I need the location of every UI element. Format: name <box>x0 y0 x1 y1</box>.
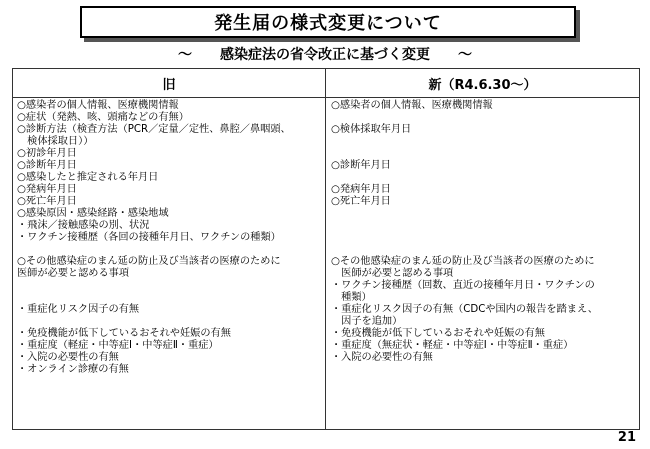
new-item-line <box>331 112 635 124</box>
subtitle-text: 感染症法の省令改正に基づく変更 <box>220 47 430 63</box>
new-item-line: ・重症度（無症状・軽症・中等症Ⅰ・中等症Ⅱ・重症） <box>331 340 574 351</box>
new-item-line <box>331 244 635 256</box>
new-item-line: ○診断年月日 <box>331 160 391 171</box>
old-item-line <box>17 316 321 328</box>
new-item-line: ○感染者の個人情報、医療機関情報 <box>331 100 493 111</box>
old-item-line: ○診断年月日 <box>17 160 77 171</box>
new-item-line <box>331 232 635 244</box>
old-item-line <box>17 280 321 292</box>
new-item-line: ○検体採取年月日 <box>331 124 412 135</box>
old-item-line <box>17 292 321 304</box>
old-item-line: ○診断方法（検査方法（PCR／定量／定性、鼻腔／鼻咽頭、 <box>17 124 291 135</box>
old-item-line: ○死亡年月日 <box>17 196 77 207</box>
new-item-line: ○その他感染症のまん延の防止及び当該者の医療のために <box>331 256 595 267</box>
old-item-line: ○症状（発熱、咳、頭痛などの有無） <box>17 112 189 123</box>
old-column-header: 旧 <box>13 69 326 98</box>
new-item-line <box>331 220 635 232</box>
new-item-line <box>331 148 635 160</box>
new-item-line <box>331 136 635 148</box>
new-item-line: ・重症化リスク因子の有無（CDCや国内の報告を踏まえ、 <box>331 304 598 315</box>
old-item-line: ○初診年月日 <box>17 148 77 159</box>
comparison-table <box>12 68 640 430</box>
new-items-cell <box>331 100 635 376</box>
old-item-line: ・重症度（軽症・中等症Ⅰ・中等症Ⅱ・重症） <box>17 340 219 351</box>
subtitle-left-mark: ～ <box>178 47 192 63</box>
column-divider <box>325 97 326 429</box>
old-item-line <box>17 244 321 256</box>
new-item-line: 因子を追加） <box>331 316 403 327</box>
old-item-line: ○感染者の個人情報、医療機関情報 <box>17 100 179 111</box>
subtitle-right-mark: ～ <box>458 47 472 63</box>
old-item-line: ・ワクチン接種歴（各回の接種年月日、ワクチンの種類） <box>17 232 281 243</box>
new-item-line: ○死亡年月日 <box>331 196 391 207</box>
new-item-line: ・免疫機能が低下しているおそれや妊娠の有無 <box>331 328 545 339</box>
subtitle <box>0 44 650 64</box>
old-item-line: ○発病年月日 <box>17 184 77 195</box>
new-item-line <box>331 172 635 184</box>
old-item-line: ・重症化リスク因子の有無 <box>17 304 140 315</box>
old-items-cell <box>17 100 321 376</box>
old-item-line: ・入院の必要性の有無 <box>17 352 119 363</box>
new-item-line: ・ワクチン接種歴（回数、直近の接種年月日・ワクチンの <box>331 280 595 291</box>
page-title: 発生届の様式変更について <box>80 6 576 38</box>
old-item-line: 医師が必要と認める事項 <box>17 268 130 279</box>
new-item-line <box>331 208 635 220</box>
new-item-line: 種類） <box>331 292 372 303</box>
new-item-line: 医師が必要と認める事項 <box>331 268 454 279</box>
new-item-line: ○発病年月日 <box>331 184 391 195</box>
old-item-line: ・免疫機能が低下しているおそれや妊娠の有無 <box>17 328 231 339</box>
page-number: 21 <box>617 430 636 445</box>
old-item-line: 検体採取日）） <box>17 136 94 147</box>
old-item-line: ○その他感染症のまん延の防止及び当該者の医療のために <box>17 256 281 267</box>
old-item-line: ○感染したと推定される年月日 <box>17 172 159 183</box>
new-item-line: ・入院の必要性の有無 <box>331 352 433 363</box>
new-column-header: 新（R4.6.30～） <box>326 69 639 98</box>
old-item-line: ○感染原因・感染経路・感染地域 <box>17 208 169 219</box>
new-item-line <box>331 364 635 376</box>
old-item-line: ・飛沫／接触感染の別、状況 <box>17 220 150 231</box>
old-item-line: ・オンライン診療の有無 <box>17 364 129 375</box>
